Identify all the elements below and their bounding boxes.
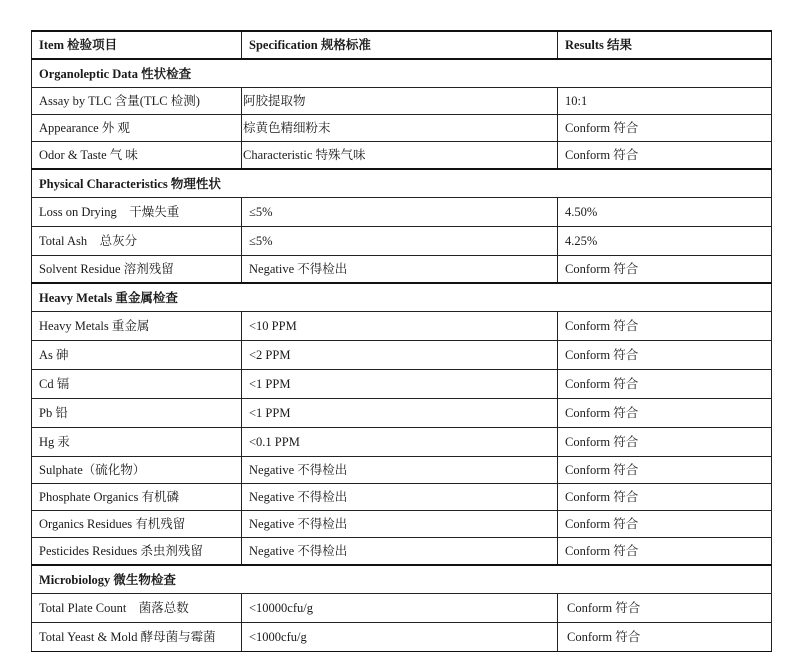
- row-item: As 砷: [32, 341, 242, 370]
- table-row: [32, 370, 772, 399]
- table-row: [32, 594, 772, 623]
- row-spec: <10 PPM: [242, 312, 558, 341]
- row-result: Conform 符合: [558, 399, 772, 428]
- section-heading-organoleptic: [32, 59, 772, 88]
- table-row: [32, 115, 772, 142]
- table-row: [32, 457, 772, 484]
- header-item: Item 检验项目: [32, 31, 242, 59]
- row-spec: Negative 不得检出: [242, 484, 558, 511]
- row-item: Sulphate（硫化物）: [32, 457, 242, 484]
- spec-sheet: [31, 30, 771, 652]
- row-item: Organics Residues 有机残留: [32, 511, 242, 538]
- section-heading-physical: [32, 169, 772, 198]
- row-spec: <1 PPM: [242, 370, 558, 399]
- table-row: [32, 142, 772, 170]
- table-header-row: [32, 31, 772, 59]
- row-result: Conform 符合: [558, 484, 772, 511]
- row-spec: ≤5%: [242, 198, 558, 227]
- table-row: [32, 538, 772, 566]
- table-row: [32, 227, 772, 256]
- table-row: [32, 198, 772, 227]
- section-title: Organoleptic Data 性状检查: [32, 59, 772, 88]
- row-result: Conform 符合: [558, 623, 772, 652]
- section-heading-heavy-metals: [32, 283, 772, 312]
- row-item: Hg 汞: [32, 428, 242, 457]
- table-row: [32, 623, 772, 652]
- row-spec: <1000cfu/g: [242, 623, 558, 652]
- section-title: Physical Characteristics 物理性状: [32, 169, 772, 198]
- row-result: 10:1: [558, 88, 772, 115]
- row-spec: <0.1 PPM: [242, 428, 558, 457]
- table-row: [32, 428, 772, 457]
- row-spec: 阿胶提取物: [242, 88, 558, 115]
- table-row: [32, 88, 772, 115]
- table-row: [32, 399, 772, 428]
- header-results: Results 结果: [558, 31, 772, 59]
- row-spec: Negative 不得检出: [242, 511, 558, 538]
- row-item: Heavy Metals 重金属: [32, 312, 242, 341]
- row-result: Conform 符合: [558, 511, 772, 538]
- row-result: 4.25%: [558, 227, 772, 256]
- row-spec: 棕黄色精细粉末: [242, 115, 558, 142]
- row-item: Loss on Drying 干燥失重: [32, 198, 242, 227]
- row-result: Conform 符合: [558, 538, 772, 566]
- table-row: [32, 256, 772, 284]
- row-spec: Characteristic 特殊气味: [242, 142, 558, 170]
- row-result: Conform 符合: [558, 457, 772, 484]
- row-item: Phosphate Organics 有机磷: [32, 484, 242, 511]
- row-spec: <2 PPM: [242, 341, 558, 370]
- row-spec: Negative 不得检出: [242, 256, 558, 284]
- row-spec: Negative 不得检出: [242, 538, 558, 566]
- header-specification: Specification 规格标准: [242, 31, 558, 59]
- section-title: Microbiology 微生物检查: [32, 565, 772, 594]
- row-result: Conform 符合: [558, 115, 772, 142]
- row-spec: ≤5%: [242, 227, 558, 256]
- row-result: Conform 符合: [558, 256, 772, 284]
- row-item: Appearance 外 观: [32, 115, 242, 142]
- row-item: Pesticides Residues 杀虫剂残留: [32, 538, 242, 566]
- table-row: [32, 511, 772, 538]
- row-spec: <1 PPM: [242, 399, 558, 428]
- row-item: Total Ash 总灰分: [32, 227, 242, 256]
- row-item: Cd 镉: [32, 370, 242, 399]
- row-spec: Negative 不得检出: [242, 457, 558, 484]
- row-result: Conform 符合: [558, 594, 772, 623]
- table-row: [32, 312, 772, 341]
- table-row: [32, 341, 772, 370]
- row-result: Conform 符合: [558, 428, 772, 457]
- row-item: Total Plate Count 菌落总数: [32, 594, 242, 623]
- row-item: Odor & Taste 气 味: [32, 142, 242, 170]
- row-result: 4.50%: [558, 198, 772, 227]
- section-title: Heavy Metals 重金属检查: [32, 283, 772, 312]
- row-result: Conform 符合: [558, 370, 772, 399]
- row-item: Pb 铅: [32, 399, 242, 428]
- row-spec: <10000cfu/g: [242, 594, 558, 623]
- row-result: Conform 符合: [558, 142, 772, 170]
- row-result: Conform 符合: [558, 312, 772, 341]
- row-item: Assay by TLC 含量(TLC 检测): [32, 88, 242, 115]
- section-heading-microbiology: [32, 565, 772, 594]
- table-row: [32, 484, 772, 511]
- row-item: Total Yeast & Mold 酵母菌与霉菌: [32, 623, 242, 652]
- row-result: Conform 符合: [558, 341, 772, 370]
- specification-table: [31, 30, 772, 652]
- row-item: Solvent Residue 溶剂残留: [32, 256, 242, 284]
